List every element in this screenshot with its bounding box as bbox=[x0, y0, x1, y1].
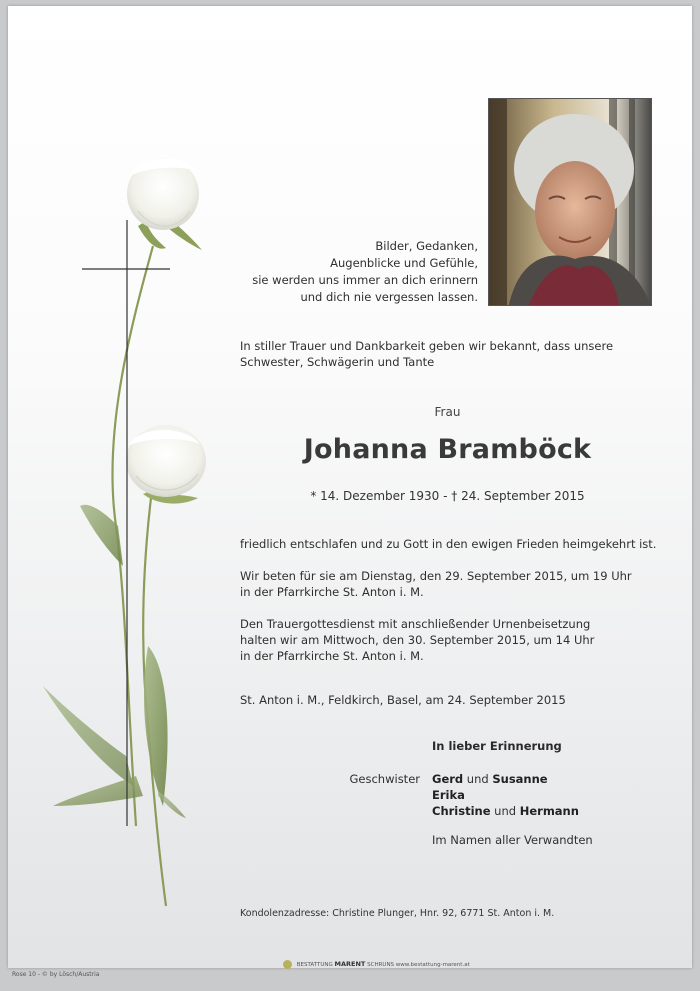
footer-brand: MARENT bbox=[334, 960, 366, 968]
service-line: halten wir am Mittwoch, den 30. September 2015, um 14 Uhr bbox=[240, 633, 595, 647]
footer-place: SCHRUNS bbox=[367, 962, 395, 968]
relation-label: Geschwister bbox=[349, 772, 420, 786]
signature-heading: In lieber Erinnerung bbox=[432, 739, 562, 753]
deceased-name: Johanna Bramböck bbox=[303, 434, 592, 465]
memorial-poem bbox=[208, 238, 478, 306]
portrait-photo bbox=[488, 98, 652, 306]
prayer-info bbox=[240, 568, 680, 600]
announcement-intro: In stiller Trauer und Dankbarkeit geben wir bekannt, dass unsere Schwester, Schwägerin und Tante bbox=[240, 339, 614, 369]
mourner-line: Christine und Hermann bbox=[432, 804, 579, 818]
funeral-home-footer bbox=[283, 960, 470, 969]
condolence-address: Kondolenzadresse: Christine Plunger, Hnr. 92, 6771 St. Anton i. M. bbox=[240, 908, 555, 919]
passing-text: friedlich entschlafen und zu Gott in den ewigen Frieden heimgekehrt ist. bbox=[240, 537, 657, 551]
life-dates: * 14. Dezember 1930 - † 24. September 2015 bbox=[310, 489, 585, 503]
poem-line: und dich nie vergessen lassen. bbox=[300, 290, 478, 304]
portrait-image bbox=[489, 99, 651, 305]
mourner-names bbox=[432, 771, 579, 819]
prayer-line: Wir beten für sie am Dienstag, den 29. September 2015, um 19 Uhr bbox=[240, 569, 632, 583]
poem-line: Augenblicke und Gefühle, bbox=[330, 256, 478, 270]
service-info bbox=[240, 616, 680, 664]
service-line: Den Trauergottesdienst mit anschließender Urnenbeisetzung bbox=[240, 617, 591, 631]
image-credit: Rose 10 - © by Lösch/Austria bbox=[12, 971, 100, 978]
poem-line: sie werden uns immer an dich erinnern bbox=[252, 273, 478, 287]
service-line: in der Pfarrkirche St. Anton i. M. bbox=[240, 649, 424, 663]
prayer-line: in der Pfarrkirche St. Anton i. M. bbox=[240, 585, 424, 599]
footer-prefix: BESTATTUNG bbox=[296, 962, 333, 968]
mourner-line: Gerd und Susanne bbox=[432, 772, 548, 786]
obituary-card bbox=[8, 6, 692, 968]
salutation: Frau bbox=[434, 405, 461, 419]
place-date: St. Anton i. M., Feldkirch, Basel, am 24. September 2015 bbox=[240, 693, 566, 707]
footer-url: www.bestattung-marent.at bbox=[395, 962, 470, 968]
mourner-line: Erika bbox=[432, 788, 465, 802]
funeral-home-logo-icon bbox=[283, 960, 292, 969]
signature-closing: Im Namen aller Verwandten bbox=[432, 833, 593, 847]
poem-line: Bilder, Gedanken, bbox=[375, 239, 478, 253]
